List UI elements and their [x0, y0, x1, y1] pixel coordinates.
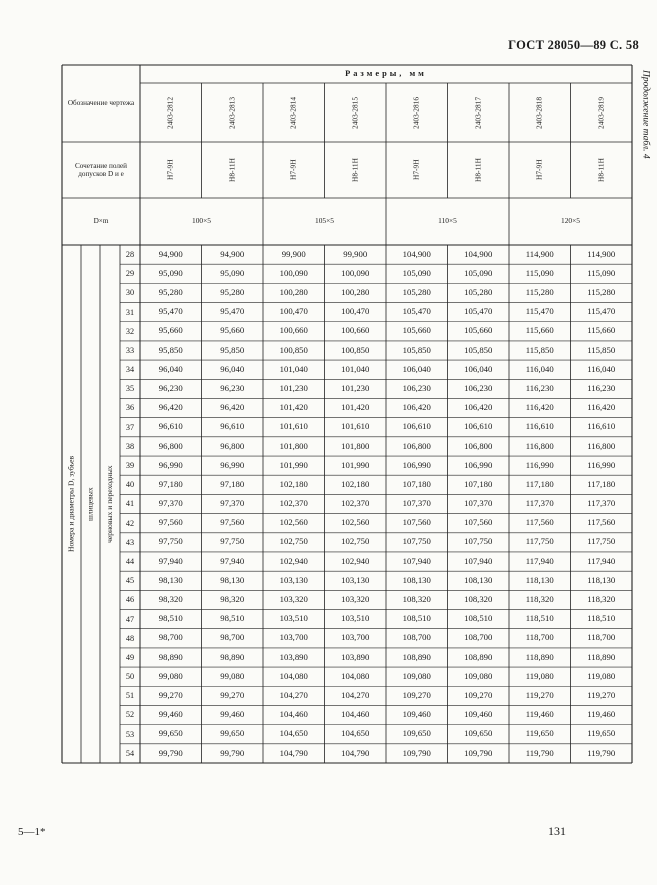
- table-cell: 115,280: [587, 287, 616, 298]
- table-cell: 117,940: [587, 555, 616, 566]
- table-cell: 106,230: [402, 383, 431, 393]
- table-cell: 105,090: [464, 267, 493, 278]
- table-cell: 119,790: [587, 747, 616, 758]
- table-cell: 99,080: [158, 670, 183, 681]
- table-cell: 94,900: [220, 248, 245, 259]
- table-cell: 99,790: [158, 747, 183, 758]
- table-cell: 119,790: [525, 747, 554, 758]
- table-cell: 98,320: [158, 594, 183, 605]
- table-cell: 95,850: [158, 344, 183, 355]
- tooth-number: 35: [125, 384, 135, 394]
- table-cell: 104,460: [279, 709, 308, 720]
- table-cell: 108,130: [464, 574, 493, 585]
- table-cell: 101,230: [341, 383, 370, 393]
- table-cell: 96,610: [158, 421, 183, 432]
- table-cell: 100,850: [341, 344, 370, 355]
- table-cell: 114,900: [587, 248, 616, 259]
- table-cell: 119,080: [525, 670, 554, 681]
- table-cell: 101,420: [279, 402, 308, 413]
- table-cell: 97,940: [220, 555, 245, 566]
- column-designation: 2403-2812: [165, 96, 175, 129]
- table-cell: 109,080: [464, 670, 493, 681]
- table-cell: 104,650: [279, 728, 308, 739]
- group-label: черновых и переходных: [104, 465, 114, 543]
- column-designation: 2403-2817: [473, 96, 483, 129]
- table-cell: 96,990: [220, 459, 245, 470]
- tooth-number: 42: [125, 518, 135, 528]
- table-cell: 99,080: [220, 670, 245, 681]
- table-cell: 101,420: [341, 402, 370, 413]
- table-cell: 101,990: [341, 459, 370, 470]
- table-cell: 106,800: [402, 440, 431, 451]
- table-cell: 100,470: [341, 306, 370, 317]
- table-cell: 105,850: [464, 344, 493, 355]
- table-cell: 117,180: [587, 478, 616, 489]
- table-cell: 102,180: [279, 478, 308, 489]
- column-tolerance: H7-9H: [534, 159, 544, 181]
- table-cell: 99,900: [343, 248, 368, 259]
- table-cell: 103,510: [279, 613, 308, 624]
- column-tolerance: H7-9H: [411, 159, 421, 181]
- column-tolerance: H8-11H: [473, 158, 483, 182]
- table-cell: 116,420: [587, 402, 616, 413]
- table-cell: 116,990: [587, 459, 616, 470]
- table-cell: 104,460: [341, 709, 370, 720]
- table-cell: 102,750: [279, 536, 308, 547]
- table-cell: 115,470: [525, 306, 554, 317]
- table-cell: 115,470: [587, 306, 616, 317]
- table-cell: 118,510: [587, 613, 616, 624]
- tooth-number: 46: [125, 595, 135, 605]
- table-cell: 104,080: [279, 670, 308, 681]
- tooth-number: 49: [125, 652, 135, 662]
- table-cell: 95,470: [220, 306, 245, 317]
- table-cell: 102,370: [279, 498, 308, 509]
- table-cell: 96,420: [158, 402, 183, 413]
- table-cell: 103,320: [341, 594, 370, 605]
- table-cell: 102,560: [341, 517, 370, 528]
- table-cell: 95,090: [158, 267, 183, 278]
- table-cell: 108,320: [464, 594, 493, 605]
- table-cell: 98,890: [158, 651, 183, 662]
- size-group-label: 100×5: [192, 216, 211, 226]
- table-cell: 115,850: [525, 344, 554, 355]
- table-cell: 100,280: [341, 287, 370, 298]
- table-cell: 98,130: [158, 574, 183, 585]
- table-cell: 98,890: [220, 651, 245, 662]
- table-cell: 97,370: [220, 498, 245, 509]
- tolerance-row-label: Сочетание полей допусков D и e: [74, 161, 128, 178]
- page-number: 131: [548, 824, 566, 838]
- table-cell: 97,750: [158, 536, 183, 547]
- table-cell: 99,900: [281, 248, 306, 259]
- table-cell: 99,650: [220, 728, 245, 739]
- tooth-number: 33: [125, 345, 135, 355]
- table-cell: 119,080: [587, 670, 616, 681]
- table-cell: 116,040: [587, 363, 616, 374]
- table-cell: 107,560: [402, 517, 431, 528]
- group-label: Номера и диаметры D, зубьев: [66, 455, 76, 553]
- table-cell: 106,990: [464, 459, 493, 470]
- table-cell: 95,280: [158, 287, 183, 298]
- table-cell: 99,270: [220, 689, 245, 700]
- table-cell: 106,040: [464, 363, 493, 374]
- table-cell: 109,790: [402, 747, 431, 758]
- table-cell: 102,370: [341, 498, 370, 509]
- tooth-number: 40: [125, 480, 135, 490]
- table-cell: 101,040: [341, 363, 370, 374]
- tooth-number: 34: [125, 365, 135, 375]
- table-cell: 101,040: [279, 363, 308, 374]
- gost-header: ГОСТ 28050—89 С. 58: [508, 38, 639, 52]
- group-label: шлицевых: [85, 487, 95, 521]
- table-cell: 119,270: [587, 689, 616, 700]
- table-cell: 106,420: [402, 402, 431, 413]
- tooth-number: 45: [125, 576, 135, 586]
- table-cell: 107,940: [402, 555, 431, 566]
- table-cell: 103,700: [341, 632, 370, 643]
- table-cell: 118,510: [525, 613, 554, 624]
- dimensions-label: Размеры, мм: [345, 69, 427, 79]
- table-cell: 96,040: [158, 363, 183, 374]
- table-cell: 115,090: [587, 267, 616, 278]
- table-cell: 102,940: [341, 555, 370, 566]
- table-cell: 101,610: [279, 421, 308, 432]
- table-cell: 104,900: [464, 248, 493, 259]
- table-cell: 106,040: [402, 363, 431, 374]
- table-cell: 117,560: [525, 517, 554, 528]
- table-cell: 116,420: [525, 402, 554, 413]
- table-cell: 108,700: [402, 632, 431, 643]
- table-cell: 109,460: [402, 709, 431, 720]
- table-cell: 104,080: [341, 670, 370, 681]
- table-cell: 118,130: [525, 574, 554, 585]
- table-cell: 96,230: [158, 383, 183, 393]
- table-cell: 97,750: [220, 536, 245, 547]
- table-cell: 107,180: [464, 478, 493, 489]
- table-cell: 106,800: [464, 440, 493, 451]
- table-cell: 100,090: [341, 267, 370, 278]
- table-cell: 97,560: [158, 517, 183, 528]
- table-cell: 96,230: [220, 383, 245, 393]
- table-cell: 96,610: [220, 421, 245, 432]
- table-cell: 98,320: [220, 594, 245, 605]
- table-cell: 101,990: [279, 459, 308, 470]
- table-cell: 100,090: [279, 267, 308, 278]
- footer-sheet-mark: 5—1*: [18, 826, 46, 838]
- table-cell: 117,750: [525, 536, 554, 547]
- table-cell: 99,460: [158, 709, 183, 720]
- column-tolerance: H7-9H: [288, 159, 298, 181]
- tooth-number: 31: [125, 307, 135, 317]
- table-cell: 98,700: [220, 632, 245, 643]
- table-cell: 103,890: [279, 651, 308, 662]
- table-cell: 103,130: [341, 574, 370, 585]
- table-cell: 102,180: [341, 478, 370, 489]
- table-cell: 116,800: [525, 440, 554, 451]
- table-cell: 103,510: [341, 613, 370, 624]
- column-tolerance: H8-11H: [227, 158, 237, 182]
- table-cell: 118,320: [587, 594, 616, 605]
- table-cell: 108,130: [402, 574, 431, 585]
- table-cell: 107,560: [464, 517, 493, 528]
- tooth-number: 32: [125, 326, 135, 336]
- table-cell: 96,420: [220, 402, 245, 413]
- table-cell: 98,510: [158, 613, 183, 624]
- table-cell: 94,900: [158, 248, 183, 259]
- table-cell: 119,650: [587, 728, 616, 739]
- table-cell: 107,750: [402, 536, 431, 547]
- table-cell: 100,470: [279, 306, 308, 317]
- table-continuation-label: Продолжение табл. 4: [640, 70, 651, 159]
- table-cell: 97,370: [158, 498, 183, 509]
- table-cell: 106,610: [402, 421, 431, 432]
- size-row-label: D×m: [93, 217, 109, 226]
- table-cell: 115,090: [525, 267, 554, 278]
- table-cell: 99,460: [220, 709, 245, 720]
- table-cell: 107,940: [464, 555, 493, 566]
- table-cell: 102,750: [341, 536, 370, 547]
- table-cell: 99,650: [158, 728, 183, 739]
- table-cell: 116,610: [587, 421, 616, 432]
- table-cell: 104,270: [279, 689, 308, 700]
- table-cell: 96,800: [220, 440, 245, 451]
- tooth-number: 28: [125, 249, 135, 259]
- table-cell: 104,270: [341, 689, 370, 700]
- table-cell: 119,270: [525, 689, 554, 700]
- table-cell: 95,280: [220, 287, 245, 298]
- tooth-number: 54: [125, 748, 135, 758]
- column-tolerance: H8-11H: [596, 158, 606, 182]
- table-cell: 105,850: [402, 344, 431, 355]
- table-cell: 95,470: [158, 306, 183, 317]
- table-cell: 104,790: [279, 747, 308, 758]
- table-cell: 115,660: [587, 325, 616, 336]
- table-cell: 116,040: [525, 363, 554, 374]
- tooth-number: 53: [125, 729, 135, 739]
- column-tolerance: H8-11H: [350, 158, 360, 182]
- table-cell: 96,040: [220, 363, 245, 374]
- tooth-number: 43: [125, 537, 135, 547]
- table-cell: 100,660: [279, 325, 308, 336]
- table-cell: 106,610: [464, 421, 493, 432]
- table-cell: 118,700: [587, 632, 616, 643]
- table-cell: 105,470: [464, 306, 493, 317]
- table-cell: 114,900: [525, 248, 554, 259]
- column-designation: 2403-2815: [350, 96, 360, 129]
- table-cell: 101,800: [341, 440, 370, 451]
- designation-row-label: Обозначение чертежа: [67, 99, 135, 108]
- table-cell: 109,270: [402, 689, 431, 700]
- table-cell: 103,890: [341, 651, 370, 662]
- table-cell: 95,660: [220, 325, 245, 336]
- table-cell: 100,850: [279, 344, 308, 355]
- column-designation: 2403-2816: [411, 96, 421, 129]
- table-cell: 107,180: [402, 478, 431, 489]
- table-cell: 107,370: [464, 498, 493, 509]
- table-cell: 97,560: [220, 517, 245, 528]
- table-cell: 103,700: [279, 632, 308, 643]
- table-cell: 99,270: [158, 689, 183, 700]
- table-cell: 107,750: [464, 536, 493, 547]
- table-cell: 99,790: [220, 747, 245, 758]
- table-cell: 119,460: [525, 709, 554, 720]
- table-cell: 117,940: [525, 555, 554, 566]
- table-cell: 116,610: [525, 421, 554, 432]
- table-cell: 108,510: [464, 613, 493, 624]
- table-cell: 116,230: [525, 383, 554, 393]
- table-cell: 109,080: [402, 670, 431, 681]
- table-cell: 101,230: [279, 383, 308, 393]
- table-cell: 104,790: [341, 747, 370, 758]
- table-cell: 118,320: [525, 594, 554, 605]
- table-cell: 102,560: [279, 517, 308, 528]
- table-cell: 119,460: [587, 709, 616, 720]
- table-cell: 117,180: [525, 478, 554, 489]
- tooth-number: 30: [125, 288, 135, 298]
- table-cell: 98,700: [158, 632, 183, 643]
- table-cell: 105,660: [464, 325, 493, 336]
- table-cell: 116,230: [587, 383, 616, 393]
- table-cell: 98,510: [220, 613, 245, 624]
- table-cell: 115,850: [587, 344, 616, 355]
- table-cell: 98,130: [220, 574, 245, 585]
- table-cell: 109,270: [464, 689, 493, 700]
- table-cell: 108,890: [464, 651, 493, 662]
- column-designation: 2403-2813: [227, 96, 237, 129]
- table-cell: 105,090: [402, 267, 431, 278]
- table-cell: 106,990: [402, 459, 431, 470]
- column-tolerance: H7-9H: [165, 159, 175, 181]
- table-cell: 95,660: [158, 325, 183, 336]
- table-cell: 118,700: [525, 632, 554, 643]
- table-cell: 105,660: [402, 325, 431, 336]
- table-cell: 104,900: [402, 248, 431, 259]
- tooth-number: 47: [125, 614, 135, 624]
- table-cell: 109,460: [464, 709, 493, 720]
- table-cell: 105,280: [402, 287, 431, 298]
- table-cell: 117,370: [525, 498, 554, 509]
- table-cell: 103,130: [279, 574, 308, 585]
- table-cell: 115,280: [525, 287, 554, 298]
- size-group-label: 120×5: [561, 216, 580, 226]
- table-cell: 108,320: [402, 594, 431, 605]
- table-cell: 116,990: [525, 459, 554, 470]
- table-cell: 97,180: [220, 478, 245, 489]
- table-cell: 100,280: [279, 287, 308, 298]
- tooth-number: 39: [125, 461, 135, 471]
- table-cell: 97,180: [158, 478, 183, 489]
- table-cell: 95,090: [220, 267, 245, 278]
- table-cell: 96,800: [158, 440, 183, 451]
- table-cell: 107,370: [402, 498, 431, 509]
- table-cell: 100,660: [341, 325, 370, 336]
- table-cell: 117,560: [587, 517, 616, 528]
- table-cell: 118,890: [525, 651, 554, 662]
- tooth-number: 52: [125, 710, 135, 720]
- table-cell: 118,890: [587, 651, 616, 662]
- tooth-number: 48: [125, 633, 135, 643]
- size-group-label: 110×5: [438, 216, 457, 226]
- table-cell: 118,130: [587, 574, 616, 585]
- table-cell: 101,800: [279, 440, 308, 451]
- column-designation: 2403-2814: [288, 96, 298, 129]
- table-cell: 116,800: [587, 440, 616, 451]
- column-designation: 2403-2818: [534, 96, 544, 129]
- tooth-number: 50: [125, 672, 135, 682]
- table-cell: 108,700: [464, 632, 493, 643]
- tooth-number: 38: [125, 441, 135, 451]
- tooth-number: 41: [125, 499, 135, 509]
- tooth-number: 29: [125, 269, 135, 279]
- table-cell: 115,660: [525, 325, 554, 336]
- table-cell: 119,650: [525, 728, 554, 739]
- table-cell: 108,510: [402, 613, 431, 624]
- table-cell: 97,940: [158, 555, 183, 566]
- table-cell: 117,370: [587, 498, 616, 509]
- size-group-label: 105×5: [315, 216, 334, 226]
- table-cell: 96,990: [158, 459, 183, 470]
- table-cell: 102,940: [279, 555, 308, 566]
- table-cell: 117,750: [587, 536, 616, 547]
- column-designation: 2403-2819: [596, 96, 606, 129]
- tooth-number: 51: [125, 691, 135, 701]
- tooth-number: 36: [125, 403, 135, 413]
- table-cell: 101,610: [341, 421, 370, 432]
- table-cell: 109,650: [464, 728, 493, 739]
- table-cell: 105,280: [464, 287, 493, 298]
- table-cell: 106,230: [464, 383, 493, 393]
- tooth-number: 37: [125, 422, 135, 432]
- table-cell: 103,320: [279, 594, 308, 605]
- table-cell: 95,850: [220, 344, 245, 355]
- table-cell: 108,890: [402, 651, 431, 662]
- table-cell: 109,790: [464, 747, 493, 758]
- table-cell: 104,650: [341, 728, 370, 739]
- table-cell: 106,420: [464, 402, 493, 413]
- table-cell: 109,650: [402, 728, 431, 739]
- tooth-number: 44: [125, 556, 135, 566]
- table-cell: 105,470: [402, 306, 431, 317]
